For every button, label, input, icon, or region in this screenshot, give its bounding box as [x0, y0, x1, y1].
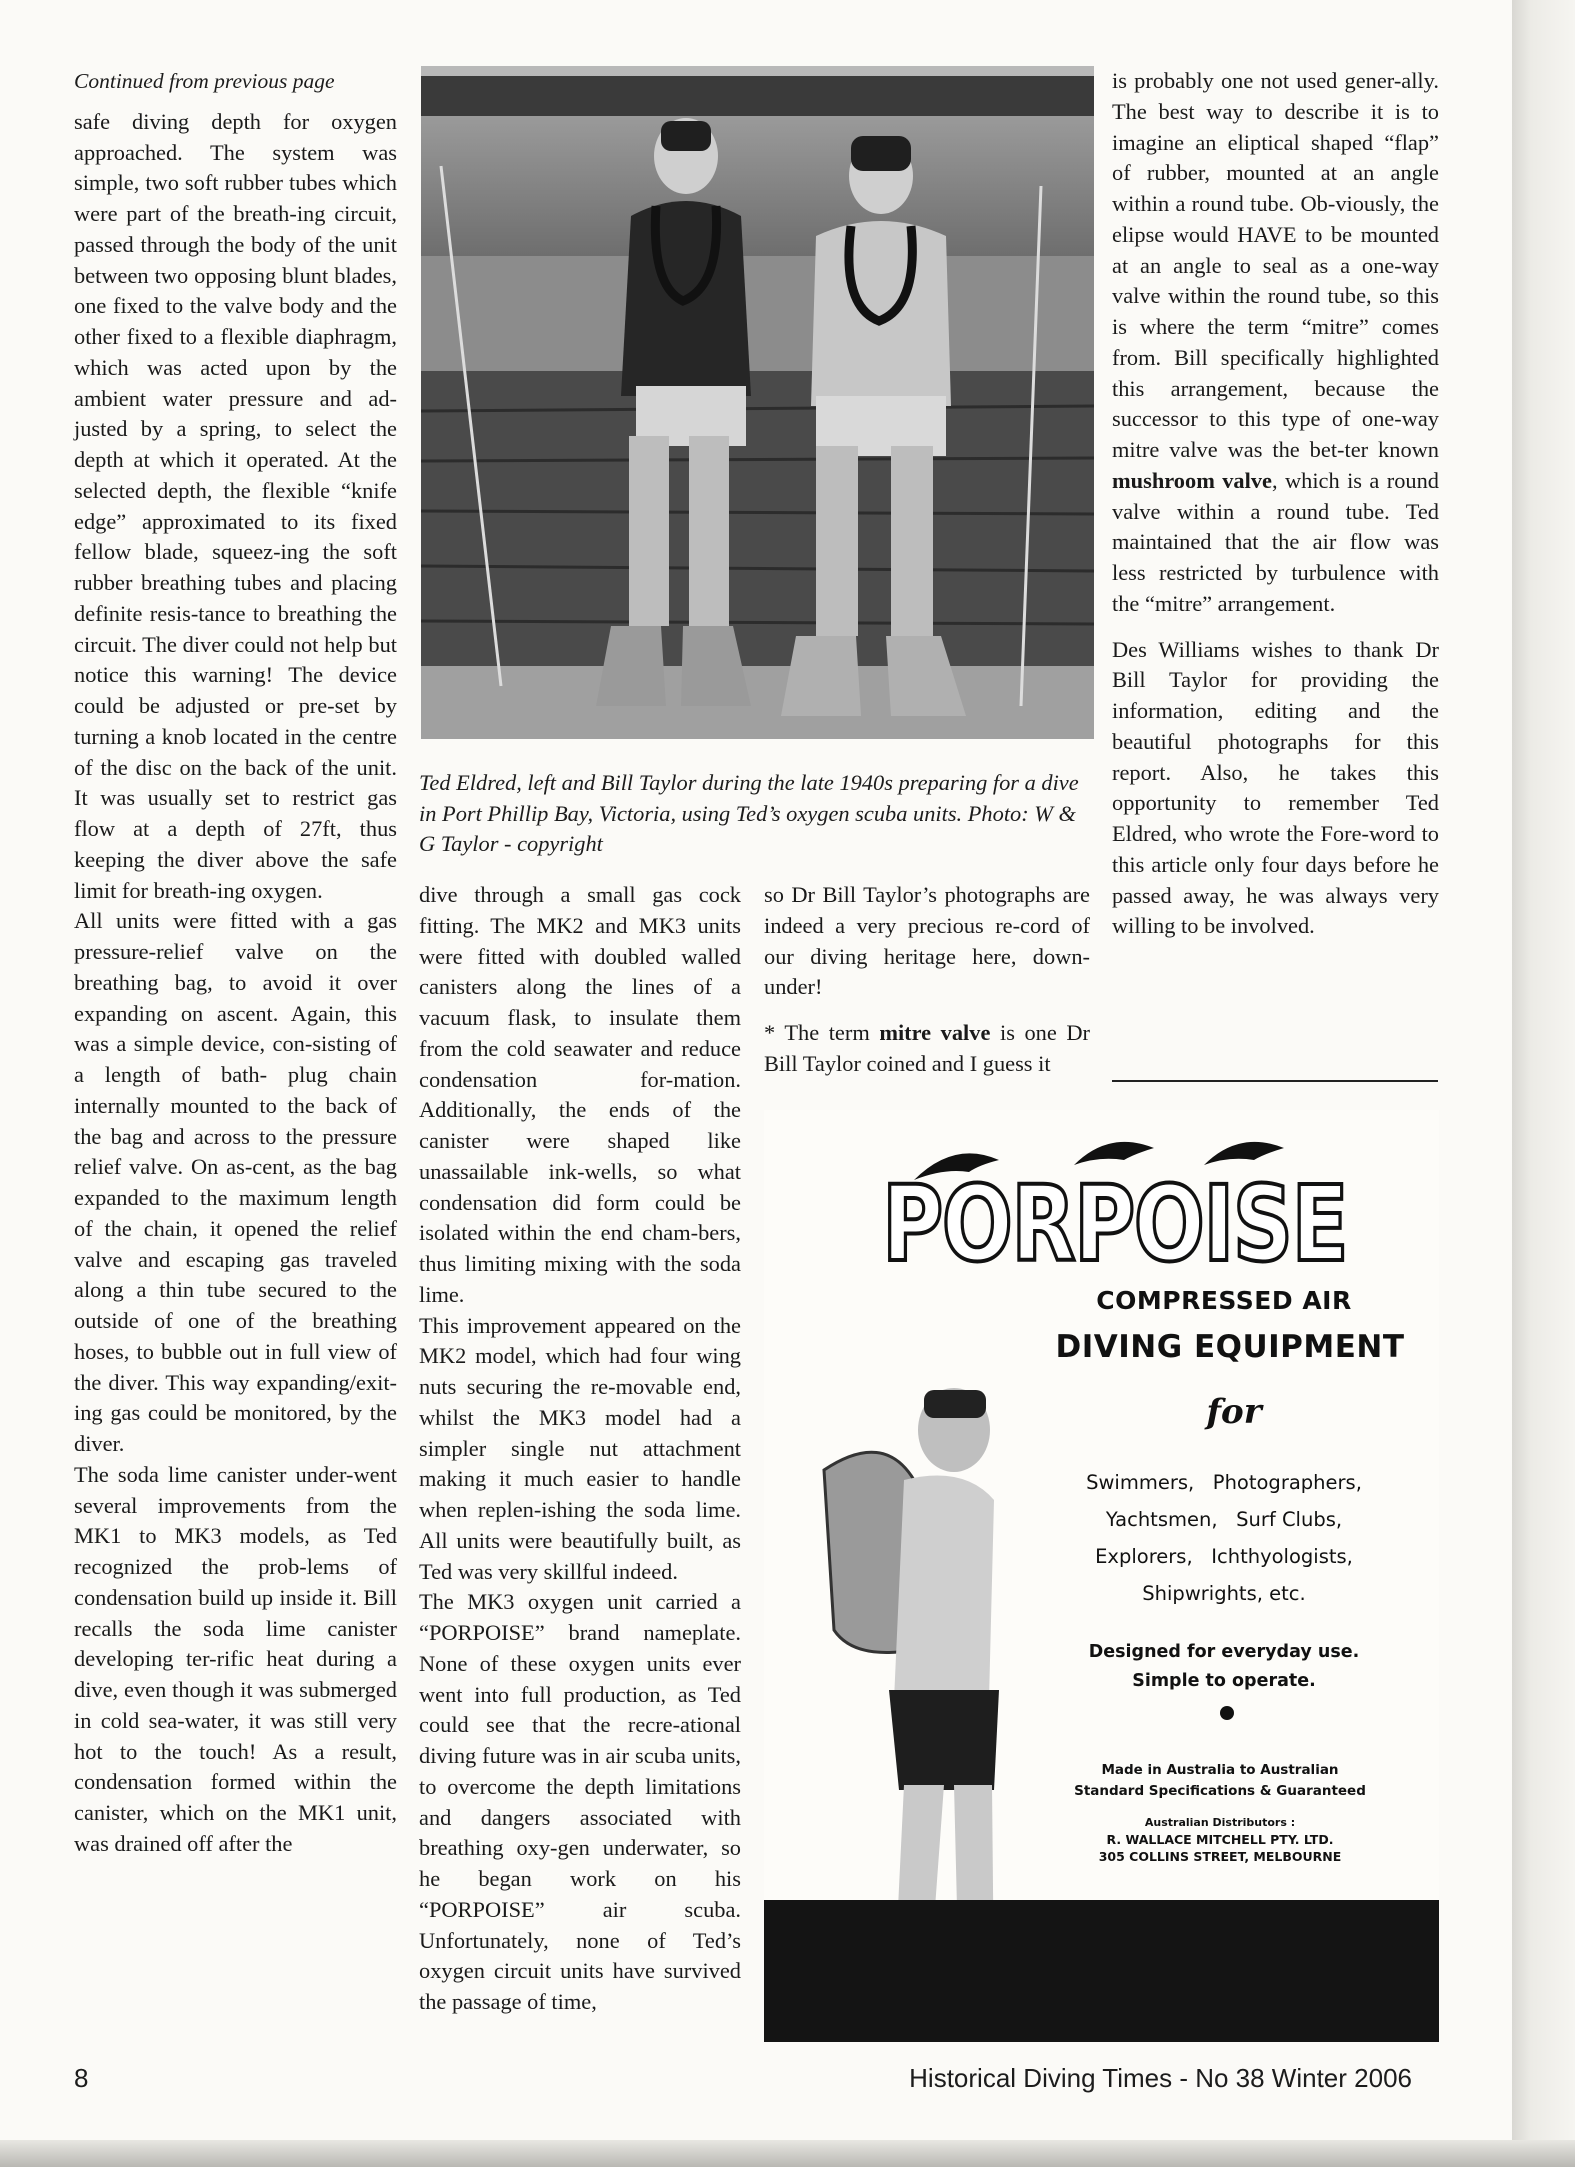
ad-distributors [1030, 1814, 1410, 1865]
footnote-paragraph [764, 1018, 1090, 1080]
article-column-4 [1112, 66, 1439, 942]
paragraph-text-a: is probably one not used gener-ally. The best way to describe it is to imagine an eliptical shaped “flap” of rubber, mounted at an angle within a round tube. Ob-viously, the elipse would HAVE to be mounted at an angle to seal as a one-way valve within the round tube, so this is where the term “mitre” comes from. Bill specifically highlighted this arrangement, because the successor to this type of one-way mitre valve was the bet-ter known [1112, 68, 1439, 462]
paragraph: dive through a small gas cock fitting. The MK2 and MK3 units were fitted with doubled walled canisters along the lines of a vacuum flask, to insulate them from the cold seawater and reduce condensation for-mation. Additionally, the ends of the canister were shaped like unassailable ink-wells, so what condensation did form could be isolated within the end cham-bers, thus limiting mixing with the soda lime. [419, 882, 741, 1307]
page-bottom-edge [0, 2140, 1575, 2167]
paragraph: so Dr Bill Taylor’s photographs are indeed a very precious re-cord of our diving heritage here, down-under! [764, 882, 1090, 1000]
footnote-suffix: is one Dr Bill Taylor coined and I guess it [764, 1020, 1090, 1076]
ad-made-line-2: Standard Specifications & Guaranteed [1074, 1783, 1366, 1799]
ad-audience-row: Shipwrights, etc. [1142, 1582, 1306, 1605]
page-number: 8 [74, 2063, 89, 2093]
column-divider-rule [1112, 1080, 1438, 1082]
dolphin-icon [1204, 1142, 1284, 1165]
ad-audience-row: Explorers, Ichthyologists, [1095, 1545, 1353, 1568]
ad-designed-line: Designed for everyday use. [1088, 1642, 1360, 1662]
ad-audience-row: Swimmers, Photographers, [1086, 1471, 1362, 1494]
paragraph: The soda lime canister under-went several improvements from the MK1 to MK3 models, as Ted recognized the prob-lems of condensation build up inside it. Bill recalls the soda lime canister developing ter-rific heat during a dive, even though it was submerged in cold sea-water, it was still very hot to the touch! As a result, condensation formed within the canister, which on the MK1 unit, was drained off after the [74, 1461, 397, 1856]
ad-headline-1: COMPRESSED AIR [1096, 1286, 1352, 1315]
divers-photo-illustration [421, 66, 1094, 739]
photo-caption: Ted Eldred, left and Bill Taylor during the late 1940s preparing for a dive in Port Phillip Bay, Victoria, using Ted’s oxygen scuba units. Photo: W & G Taylor - copyright [419, 770, 1079, 857]
ad-simple-line: Simple to operate. [1132, 1671, 1316, 1691]
ad-designed-text [1064, 1638, 1384, 1696]
footnote-prefix: * The term [764, 1020, 880, 1045]
article-column-2 [419, 880, 741, 2018]
dolphin-icon [1074, 1142, 1154, 1165]
bullet-dot [1220, 1706, 1234, 1720]
ad-made-line-1: Made in Australia to Australian [1101, 1762, 1339, 1778]
paragraph: The MK3 oxygen unit carried a “PORPOISE” brand nameplate. None of these oxygen units ever went into full production, as Ted could see that the recre-ational diving future was in air scuba units, to overcome the depth limitations and dangers associated with breathing oxy-gen underwater, so he began work on his “PORPOISE” air scuba. Unfortunately, none of Ted’s oxygen circuit units have survived the passage of time, [419, 1589, 741, 2014]
ad-audience-list [1064, 1464, 1384, 1612]
paragraph: This improvement appeared on the MK2 model, which had four wing nuts securing the re-movable end, whilst the MK3 model had a simpler single nut attachment making it much easier to handle when replen-ishing the soda lime. All units were beautifully built, as Ted was very skillful indeed. [419, 1312, 741, 1584]
paragraph-text-b: , which is a round valve within a round tube. Ted maintained that the air flow was less restricted by turbulence with the “mitre” arrangement. [1112, 467, 1439, 616]
paragraph: Des Williams wishes to thank Dr Bill Taylor for providing the information, editing and the beautiful photographs for this report. Also, he takes this opportunity to remember Ted Eldred, who wrote the Fore-word to this article only four days before he passed away, he was always very willing to be involved. [1112, 636, 1439, 939]
ad-dist-name: R. WALLACE MITCHELL PTY. LTD. [1106, 1832, 1334, 1847]
paragraph [1112, 66, 1439, 620]
continued-note: Continued from previous page [74, 69, 335, 93]
paragraph: All units were fitted with a gas pressure-relief valve on the breathing bag, to avoid it over expanding on ascent. Again, this was a simple device, con-sisting of a length of bath- plug chain internally mounted to the back of the bag and across to the pressure relief valve. On as-cent, as the bag expanded to the maximum length of the chain, it opened the relief valve and escaping gas traveled along a thin tube secured to the outside of one of the breathing hoses, to bubble out in full view of the diver. This way expanding/exit-ing gas could be monitored, by the diver. [74, 908, 397, 1456]
ad-black-floor [764, 1900, 1439, 2042]
mushroom-valve-term: mushroom valve [1112, 467, 1272, 493]
ad-for: for [1206, 1392, 1262, 1432]
ad-dist-label: Australian Distributors : [1144, 1816, 1296, 1829]
ad-headline-2: DIVING EQUIPMENT [1055, 1329, 1405, 1365]
page-binding-edge [1512, 0, 1575, 2167]
publication-footer: Historical Diving Times - No 38 Winter 2006 [909, 2063, 1412, 2093]
divers-photo [421, 66, 1094, 739]
footnote-term: mitre valve [879, 1020, 991, 1045]
porpoise-advertisement [764, 1110, 1439, 2042]
paragraph: safe diving depth for oxygen approached. The system was simple, two soft rubber tubes which were part of the breath-ing circuit, passed through the body of the unit between two opposing blunt blades, one fixed to the valve body and the other fixed to a flexible diaphragm, which was acted upon by the ambient water pressure and ad-justed by a spring, to select the depth at which it operated. At the selected depth, the flexible “knife edge” approximated to its fixed fellow blade, squeez-ing the soft rubber breathing tubes and placing definite resis-tance to breathing the circuit. The diver could not help but notice this warning! The device could be adjusted or pre-set by turning a knob located in the centre of the disc on the back of the unit. It was usually set to restrict gas flow at a depth of 27ft, thus keeping the diver above the safe limit for breath-ing oxygen. [74, 108, 397, 903]
ad-brand: PORPOISE [882, 1163, 1347, 1285]
ad-made-text [1030, 1760, 1410, 1802]
ad-dist-address: 305 COLLINS STREET, MELBOURNE [1098, 1849, 1342, 1864]
ad-audience-row: Yachtsmen, Surf Clubs, [1105, 1508, 1343, 1531]
article-column-3 [764, 880, 1090, 1080]
article-column-1 [74, 66, 397, 1860]
